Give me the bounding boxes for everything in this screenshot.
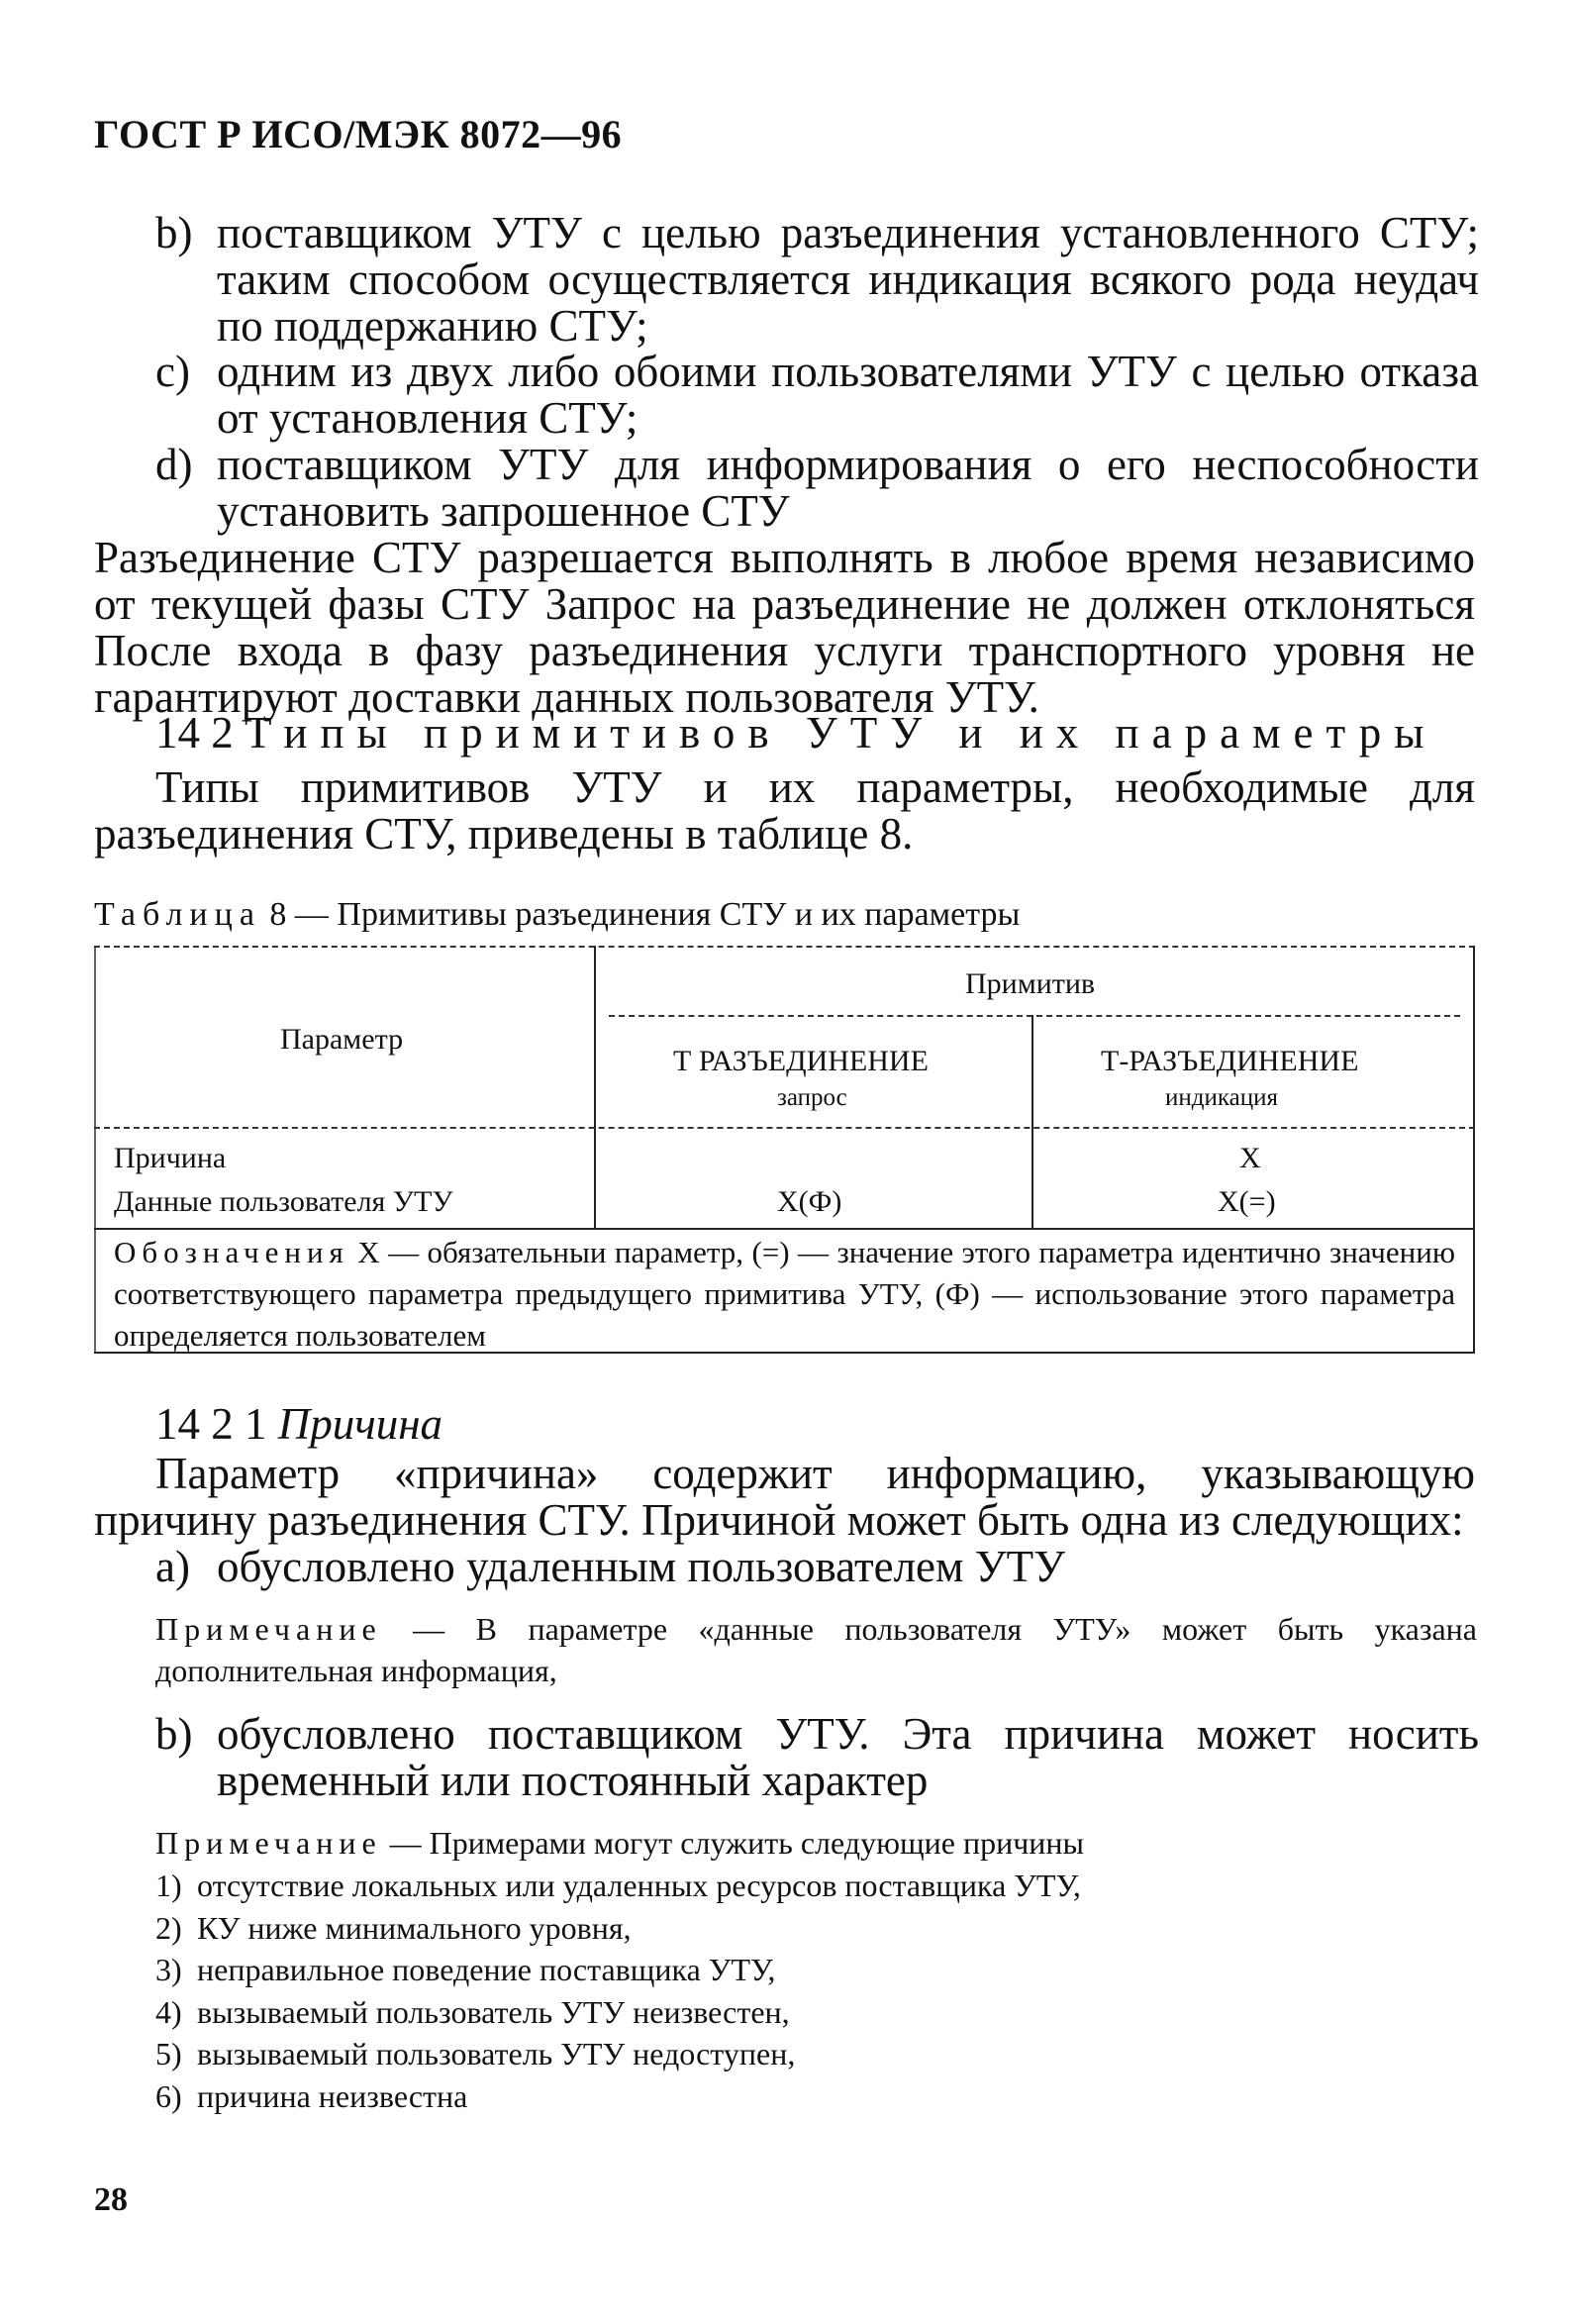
paragraph-disconnect: Разъединение СТУ разрешается выполнять в любое время независимо от текущей фазы СТУ Запрос на разъединение не должен отклоняться После входа в фазу разъединения услуги транспортного уровня не гарантируют доставки данных пользователя УТУ. [94,533,1475,722]
table-cell-col2: X [1239,1142,1261,1174]
note-text: — Примерами могут служить следующие причины [389,1825,1085,1861]
section-heading-14-2 [155,710,1436,757]
table-caption-label: Таблица [94,896,261,933]
table-cell-col2: X(=) [1218,1185,1276,1218]
table-header-primitive: Примитив [965,967,1096,1000]
table-8 [94,946,1475,1354]
list-item-label: b) [155,1709,193,1759]
list-item-d [155,442,1479,535]
table-caption-text: 8 — Примитивы разъединения СТУ и их параметры [269,896,1021,933]
note-label: Примечание [155,1825,382,1861]
list-item-text: одним из двух либо обоими пользователями УТУ с целью отказа от установления СТУ; [217,347,1479,443]
list-item: 1) отсутствие локальных или удаленных ресурсов поставщика УТУ, [155,1868,1081,1903]
list-item-label: c) [155,347,190,396]
section-number: 14 2 1 [155,1399,267,1449]
list-item-text: обусловлено поставщиком УТУ. Эта причина может носить временный или постоянный характер [217,1709,1479,1805]
list-item-b-top [155,210,1479,349]
list-item-text: обусловлено удаленным пользователем УТУ [217,1542,1065,1591]
table-note-label: Обозначения [114,1235,349,1269]
table-header-col2-sub: индикация [1165,1084,1278,1111]
note-1 [155,1608,1477,1691]
table-row-param: Причина [114,1142,227,1174]
section-title: Типы примитивов УТУ и их параметры [245,708,1437,758]
list-item-text: поставщиком УТУ с целью разъединения установленного СТУ; таким способом осуществляется индикация всякого рода неудач по поддержанию СТУ; [217,208,1479,351]
standard-header: ГОСТ Р ИСО/МЭК 8072—96 [94,112,623,156]
list-item-c [155,349,1479,442]
note-2 [155,1822,1477,1864]
note-text: — В параметре «данные пользователя УТУ» может быть указана дополнительная информация, [155,1611,1478,1688]
list-item-label: b) [155,208,193,257]
list-item-label: a) [155,1542,190,1591]
table-caption [94,896,1020,934]
reasons-list [155,1865,1081,2117]
table-row-param: Данные пользователя УТУ [114,1185,453,1218]
list-item: 2) КУ ниже минимального уровня, [155,1909,632,1946]
list-item-text: поставщиком УТУ для информирования о его неспособности установить запрошенное СТУ [217,440,1479,536]
table-header-parameter: Параметр [280,1023,404,1056]
list-item-a [155,1544,1479,1590]
list-item: 5) вызываемый пользователь УТУ недоступен, [155,2036,796,2071]
list-item-label: d) [155,440,193,489]
table-note-text: X — обязательныи параметр, (=) — значение этого параметра идентично значению соответствующего параметра предыдущего примитива УТУ, (Ф) — использование этого параметра определяется пользователем [114,1235,1456,1353]
section-title: Причина [277,1399,443,1449]
table-header-col1: Т РАЗЪЕДИНЕНИЕ [673,1045,929,1077]
table-cell-col1: X(Ф) [777,1185,842,1218]
list-item: 4) вызываемый пользователь УТУ неизвестен, [155,1993,790,2030]
section-heading-14-2-1 [155,1398,442,1450]
list-item: 6) причина неизвестна [155,2077,468,2114]
table-header-col1-sub: запрос [777,1084,847,1111]
table-header-col2: Т-РАЗЪЕДИНЕНИЕ [1101,1045,1359,1077]
page-number: 28 [94,2181,128,2218]
list-item-b [155,1711,1479,1804]
table-note [114,1232,1455,1357]
list-item: 3) неправильное поведение поставщика УТУ, [155,1952,776,1987]
note-label: Примечание [155,1611,382,1647]
paragraph-reason: Параметр «причина» содержит информацию, указывающую причину разъединения СТУ. Причиной может быть одна из следующих: [94,1449,1475,1545]
paragraph-types: Типы примитивов УТУ и их параметры, необходимые для разъединения СТУ, приведены в таблице 8. [94,762,1475,859]
section-number: 14 2 [155,708,234,758]
